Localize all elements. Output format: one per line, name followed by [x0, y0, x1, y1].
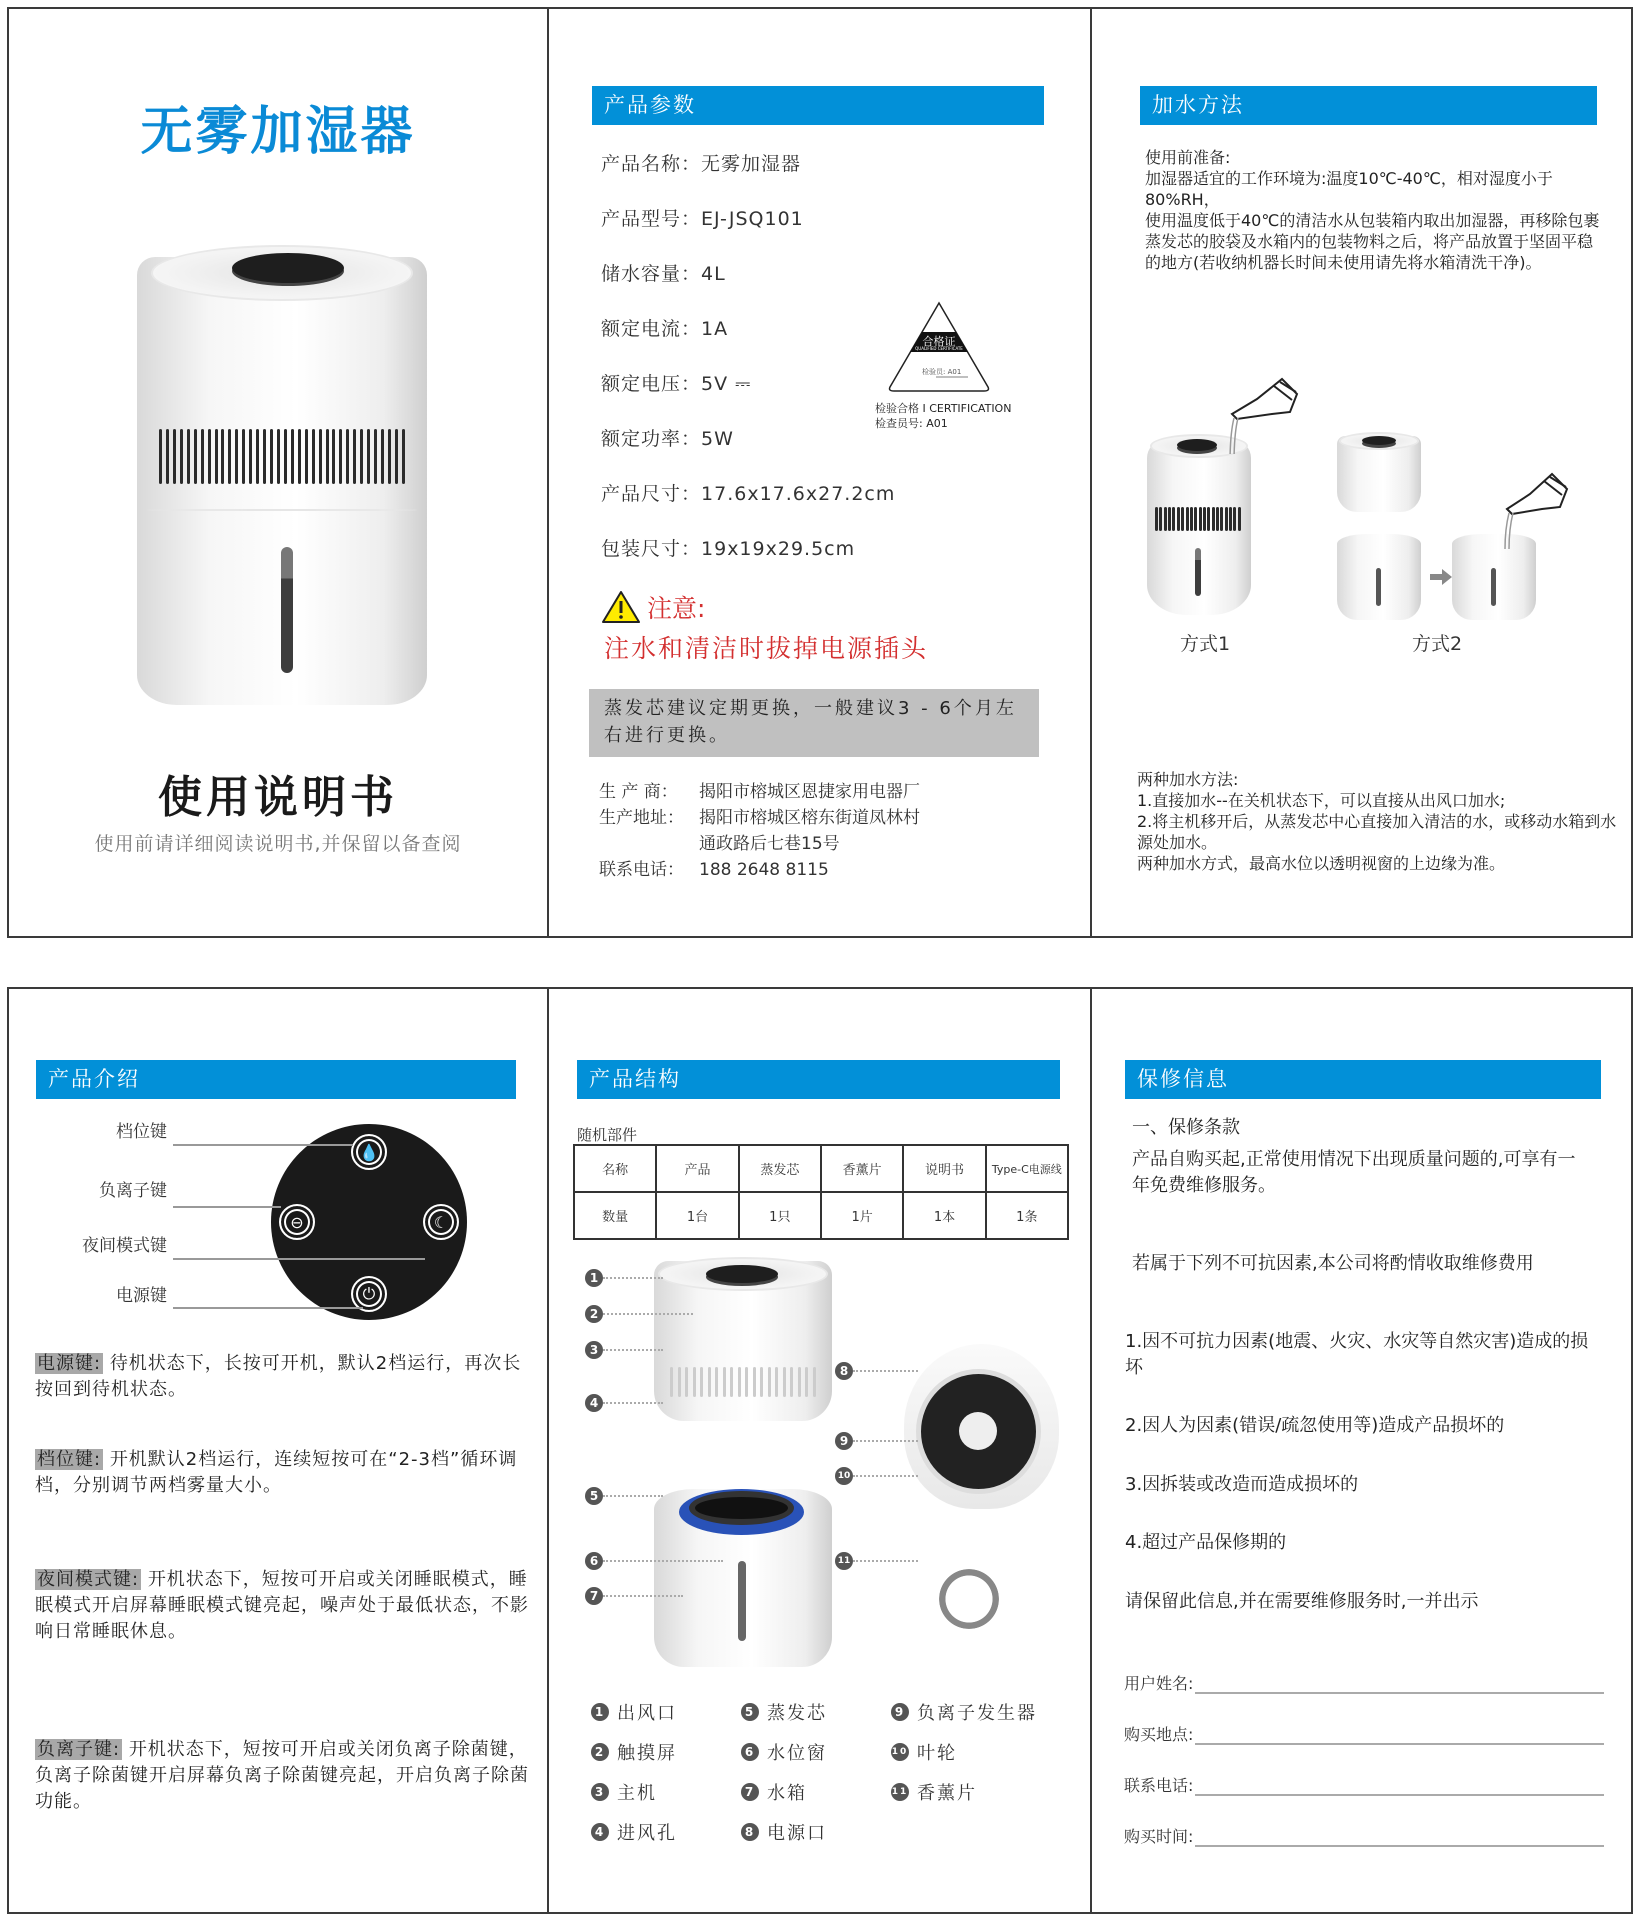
- spec-row: 额定功率：5W: [601, 428, 734, 450]
- callout-5: 5: [585, 1487, 663, 1505]
- warranty-exclusion: 3.因拆装或改造而造成损坏的: [1125, 1474, 1359, 1495]
- method2-tank-illustration: [1337, 534, 1422, 622]
- callout-8: 8: [835, 1362, 918, 1380]
- certificate-badge: [884, 299, 994, 394]
- filling-header: 加水方法: [1140, 86, 1597, 125]
- callout-11: 11: [835, 1552, 918, 1570]
- table-row: 名称 产品 蒸发芯 香薰片 说明书 Type-C电源线: [574, 1145, 1068, 1192]
- warranty-clause-text: 产品自购买起,正常使用情况下出现质量问题的,可享有一年免费维修服务。: [1132, 1149, 1576, 1196]
- manual-title: 使用说明书: [158, 772, 398, 823]
- warranty-exclusion: 1.因不可抗力因素(地震、火灾、水灾等自然灾害)造成的损坏: [1125, 1331, 1589, 1378]
- manufacturer-info: 生 产 商： 揭阳市榕城区恩捷家用电器厂 生产地址： 揭阳市榕城区榕东街道凤林村 通政路后七巷15号 联系电话： 188 2648 8115: [599, 782, 920, 880]
- list-item: 4 进风孔: [591, 1819, 741, 1845]
- callout-1: 1: [585, 1269, 663, 1287]
- anion-key-icon: ⊖: [279, 1204, 315, 1240]
- list-item: 7 水箱: [741, 1779, 891, 1805]
- air-vent-grill: [159, 429, 405, 484]
- key-label-power: 电源键: [116, 1286, 167, 1306]
- power-key-icon: ⏻: [351, 1276, 387, 1312]
- water-tank-image: [654, 1489, 834, 1669]
- warranty-panel: [1090, 987, 1633, 1914]
- control-panel-dial: [271, 1124, 467, 1320]
- warning-heading: 注意:: [601, 589, 705, 625]
- callout-4: 4: [585, 1394, 663, 1412]
- user-name-field[interactable]: 用户姓名:: [1124, 1671, 1604, 1694]
- evaporator-tip: 蒸发芯建议定期更换，一般建议3 - 6个月左右进行更换。: [589, 689, 1039, 757]
- product-title: 无雾加湿器: [140, 102, 416, 162]
- warranty-exclusion: 2.因人为因素(错误/疏忽使用等)造成产品损坏的: [1125, 1415, 1505, 1436]
- list-item: 6 水位窗: [741, 1739, 891, 1765]
- water-level-window: [281, 547, 293, 673]
- purchase-date-field[interactable]: 购买时间:: [1124, 1824, 1604, 1847]
- spec-row: 额定电流：1A: [601, 318, 729, 340]
- list-item: 5 蒸发芯: [741, 1699, 891, 1725]
- speed-key-icon: 💧: [351, 1134, 387, 1170]
- paid-repair-note: 若属于下列不可抗因素,本公司将酌情收取维修费用: [1132, 1253, 1534, 1274]
- cert-badge-sub: QUALIFIED CERTIFICATE: [915, 346, 963, 351]
- callout-7: 7: [585, 1587, 683, 1605]
- list-item: 1 出风口: [591, 1699, 741, 1725]
- list-item: 11 香薰片: [891, 1783, 977, 1804]
- structure-header: 产品结构: [577, 1060, 1060, 1099]
- humidifier-image: [137, 237, 427, 707]
- structure-panel: [547, 987, 1092, 1914]
- key-label-night: 夜间模式键: [82, 1236, 167, 1256]
- night-mode-key-icon: ☾: [423, 1204, 459, 1240]
- intro-header: 产品介绍: [36, 1060, 516, 1099]
- warranty-header: 保修信息: [1125, 1060, 1601, 1099]
- specs-header: 产品参数: [592, 86, 1044, 125]
- keep-info-note: 请保留此信息,并在需要维修服务时,一并出示: [1125, 1591, 1479, 1612]
- cert-badge-title: 合格证: [922, 335, 956, 348]
- purchase-place-field[interactable]: 购买地点:: [1124, 1722, 1604, 1745]
- contact-phone-field[interactable]: 联系电话:: [1124, 1773, 1604, 1796]
- spec-row: 产品尺寸：17.6x17.6x27.2cm: [601, 483, 896, 505]
- list-item: 10 叶轮: [891, 1743, 957, 1764]
- preparation-text: 使用前准备: 加湿器适宜的工作环境为:温度10℃-40℃，相对湿度小于80%RH， 使用温度低于40℃的清洁水从包装箱内取出加湿器，再移除包裹 蒸发芯的胶袋及水箱内的包装物料之后，将产品放置于坚固平稳 的地方(若收纳机器长时间未使用请先将水箱清洗干净)。: [1145, 148, 1600, 272]
- manual-note: 使用前请详细阅读说明书,并保留以备查阅: [94, 833, 462, 855]
- filling-panel: [1090, 7, 1633, 938]
- filling-methods-text: 两种加水方法: 1.直接加水--在关机状态下，可以直接从出风口加水; 2.将主机移开后，从蒸发芯中心直接加入清洁的水，或移动水箱到水源处加水。 两种加水方式，最高水位以透明视窗的上边缘为准。: [1137, 770, 1617, 873]
- pitcher-icon: [1492, 469, 1572, 549]
- accessories-title: 随机部件: [577, 1126, 638, 1144]
- warning-triangle-icon: [601, 590, 641, 624]
- spec-row: 产品名称：无雾加湿器: [601, 153, 802, 175]
- callout-6: 6: [585, 1552, 723, 1570]
- aroma-pad-image: [939, 1569, 999, 1629]
- power-key-description: 电源键: 待机状态下，长按可开机，默认2档运行，再次长按回到待机状态。: [35, 1353, 522, 1400]
- method2-label: 方式2: [1412, 633, 1463, 655]
- spec-row: 包装尺寸：19x19x29.5cm: [601, 538, 856, 560]
- fan-unit-image: [904, 1344, 1059, 1514]
- anion-key-description: 负离子键: 开机状态下，短按可开启或关闭负离子除菌键，负离子除菌键开启屏幕负离子除菌键亮起，开启负离子除菌功能。: [35, 1739, 529, 1812]
- callout-9: 9: [835, 1432, 918, 1450]
- touch-screen: [232, 253, 344, 283]
- specs-panel: [547, 7, 1092, 938]
- spec-row: 储水容量：4L: [601, 263, 726, 285]
- key-label-speed: 档位键: [116, 1122, 167, 1142]
- cover-panel: [7, 7, 549, 938]
- method1-illustration: [1147, 434, 1257, 619]
- list-item: 8 电源口: [741, 1819, 891, 1845]
- cert-caption: 检验合格 I CERTIFICATION 检查员号: A01: [875, 402, 1012, 430]
- spec-row: 额定电压：5V ⎓: [601, 373, 752, 395]
- parts-legend: [591, 1699, 1051, 1845]
- accessories-table: [573, 1144, 1069, 1240]
- list-item: 3 主机: [591, 1779, 741, 1805]
- speed-key-description: 档位键: 开机默认2档运行，连续短按可在“2-3档”循环调档，分别调节两档雾量大小。: [35, 1449, 518, 1496]
- list-item: 2 触摸屏: [591, 1739, 741, 1765]
- method1-label: 方式1: [1180, 633, 1231, 655]
- list-item: 9 负离子发生器: [891, 1699, 1051, 1725]
- key-label-anion: 负离子键: [99, 1181, 167, 1201]
- warranty-exclusion: 4.超过产品保修期的: [1125, 1532, 1287, 1553]
- callout-2: 2: [585, 1305, 693, 1323]
- intro-panel: [7, 987, 549, 1914]
- method2-host-illustration: [1337, 432, 1422, 512]
- night-key-description: 夜间模式键: 开机状态下，短按可开启或关闭睡眠模式，睡眠模式开启屏幕睡眠模式键亮起，噪声处于最低状态，不影响日常睡眠休息。: [35, 1569, 529, 1642]
- arrow-right-icon: [1430, 569, 1452, 585]
- callout-3: 3: [585, 1341, 663, 1359]
- warranty-clause-title: 一、保修条款: [1132, 1117, 1240, 1138]
- warning-text: 注水和清洁时拔掉电源插头: [604, 634, 929, 663]
- cert-badge-inspector: 检验员: A01: [922, 368, 962, 376]
- pitcher-icon: [1212, 374, 1302, 454]
- spec-row: 产品型号：EJ-JSQ101: [601, 208, 804, 230]
- callout-10: 10: [835, 1467, 918, 1485]
- table-row: 数量 1台 1只 1片 1本 1条: [574, 1192, 1068, 1239]
- host-unit-image: [654, 1257, 834, 1422]
